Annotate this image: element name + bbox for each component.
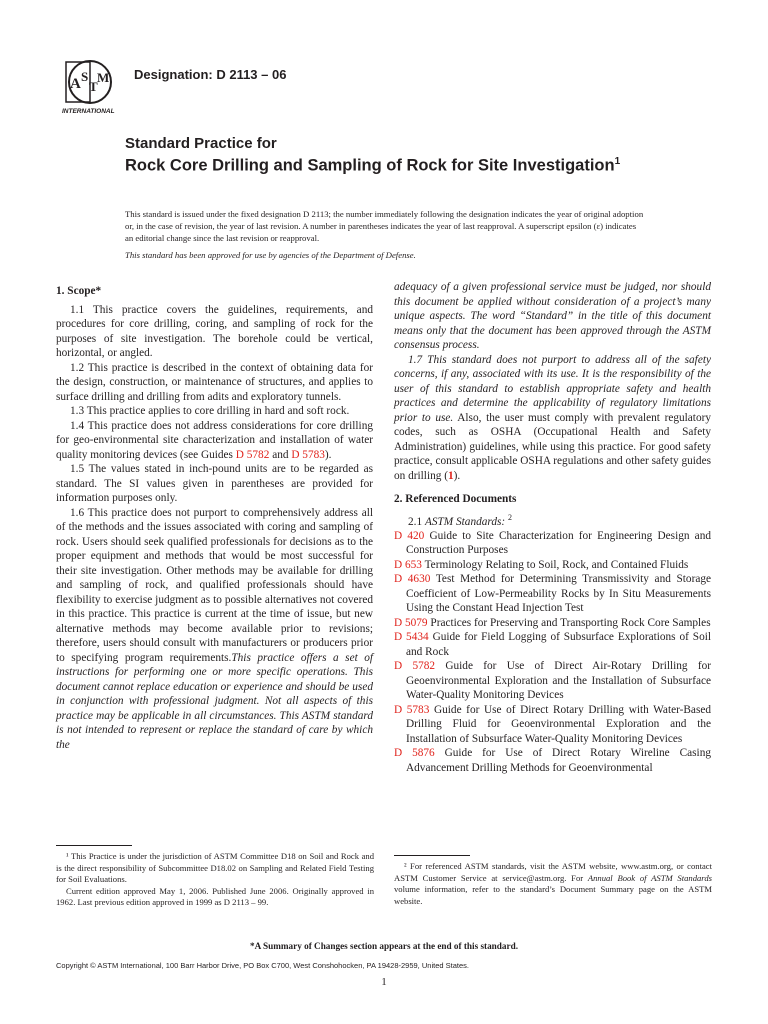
para-1-3: 1.3 This practice applies to core drilling in hard and soft rock. <box>70 405 350 417</box>
reference-code-link[interactable]: D 653 <box>394 558 422 571</box>
link-d5783[interactable]: D 5783 <box>291 448 325 461</box>
reference-title: Guide for Use of Direct Rotary Wireline Casing Advancement Drilling Methods for Geoenvironmental <box>406 747 711 774</box>
summary-of-changes-note: *A Summary of Changes section appears at the end of this standard. <box>250 941 518 951</box>
reference-code-link[interactable]: D 5079 <box>394 616 428 629</box>
reference-code-link[interactable]: D 4630 <box>394 573 431 586</box>
reference-code-link[interactable]: D 5783 <box>394 703 430 716</box>
reference-item <box>394 659 711 703</box>
reference-item <box>394 746 711 775</box>
title-prefix: Standard Practice for <box>125 135 277 152</box>
dod-approval-note: This standard has been approved for use by agencies of the Department of Defense. <box>125 250 416 260</box>
reference-item <box>394 558 711 573</box>
reference-title: Terminology Relating to Soil, Rock, and Contained Fluids <box>424 558 689 571</box>
reference-code-link[interactable]: D 420 <box>394 529 425 542</box>
footnote-1-edition: Current edition approved May 1, 2006. Published June 2006. Originally approved in 1962. Last previous edition approved in 1999 as D 2113 – 99. <box>56 885 374 907</box>
reference-item <box>394 703 711 747</box>
reference-title: Guide for Use of Direct Rotary Drilling with Water-Based Drilling Fluid for Geoenvironmental Exploration and the Installation of Subsurface Water-Quality Monitoring Devices <box>406 703 712 745</box>
para-1-6: 1.6 This practice does not purport to comprehensively address all of the methods and the issues associated with coring and sampling of rock. Users should seek qualified professionals for decisions as to the proper equipment and methods that would be most successful for their site investigation. Other methods may be available for drilling and sampling of rock, and qualified professionals should have flexibility to exercise judgment as to possible alternatives not covered in this practice. This practice is current at the time of issue, but new alternative methods may become available prior to revisions; therefore, users should consult with manufacturers or producers prior to specifying program requirements.This practice offers a set of instructions for performing one or more specific operations. This document cannot replace education or experience and should be used in conjunction with professional judgment. Not all aspects of this practice may be applicable in all circumstances. This ASTM standard is not intended to represent or replace the standard of care by which the <box>56 506 373 751</box>
reference-title: Practices for Preserving and Transporting Rock Core Samples <box>430 616 711 629</box>
svg-text:T: T <box>89 79 98 94</box>
svg-text:S: S <box>81 69 89 84</box>
reference-title: Guide for Field Logging of Subsurface Explorations of Soil and Rock <box>406 631 711 658</box>
document-title <box>125 135 645 176</box>
title-main: Rock Core Drilling and Sampling of Rock for Site Investigation$^1$ <box>125 156 621 175</box>
astm-standards-subheading: 2.1 ASTM Standards: $^2$ <box>408 512 513 528</box>
reference-item <box>394 572 711 616</box>
footnote-right <box>394 861 712 907</box>
reference-item <box>394 616 711 631</box>
para-1-2: 1.2 This practice is described in the context of obtaining data for the design, construction, or maintenance of structures, and applies to surface drilling and drilling from adits and exploratory tunnels. <box>56 361 373 403</box>
designation: Designation: D 2113 – 06 <box>134 67 287 82</box>
reference-code-link[interactable]: D 5782 <box>394 660 436 673</box>
para-1-1: 1.1 This practice covers the guidelines, requirements, and procedures for core drilling, coring, and sampling of rock for the purposes of site investigation. The borehole could be vertical, horizontal, or angled. <box>56 303 373 359</box>
right-column <box>394 280 711 775</box>
footnote-1: ¹ This Practice is under the jurisdiction of ASTM Committee D18 on Soil and Rock and is the direct responsibility of Subcommittee D18.02 on Sampling and Related Field Testing for Soil Evaluations. <box>56 851 374 884</box>
reference-title: Test Method for Determining Transmissivity and Storage Coefficient of Low-Permeability Rocks by In Situ Measurements Using the Constant Head Injection Test <box>406 573 712 615</box>
svg-text:M: M <box>97 70 110 85</box>
svg-text:A: A <box>70 76 81 92</box>
link-d5782[interactable]: D 5782 <box>235 448 270 461</box>
reference-item <box>394 630 711 659</box>
svg-text:INTERNATIONAL: INTERNATIONAL <box>62 108 115 115</box>
page-number: 1 <box>381 976 387 988</box>
scope-heading: 1. Scope* <box>56 285 102 297</box>
issuance-notice: This standard is issued under the fixed designation D 2113; the number immediately following the designation indicates the year of original adoption or, in the case of revision, the year of last revision. A number in parentheses indicates the year of last reapproval. A superscript epsilon (ε) indicates an editorial change since the last revision or reapproval. <box>125 209 644 244</box>
para-1-6-continued: adequacy of a given professional service must be judged, nor should this document be applied without consideration of a project’s many unique aspects. The word “Standard” in the title of this document means only that the document has been approved through the ASTM consensus process. <box>394 281 711 351</box>
copyright: Copyright © ASTM International, 100 Barr Harbor Drive, PO Box C700, West Conshohocken, PA 19428-2959, United States. <box>56 961 469 970</box>
reference-code-link[interactable]: D 5434 <box>394 631 429 644</box>
reference-title: Guide to Site Characterization for Engineering Design and Construction Purposes <box>406 529 711 557</box>
left-column <box>56 280 373 752</box>
para-1-5: 1.5 The values stated in inch-pound units are to be regarded as standard. The SI values given in parentheses are provided for information purposes only. <box>56 463 373 504</box>
para-1-4: 1.4 This practice does not address considerations for core drilling for geo-environmental site characterization and installation of water quality monitoring devices (see Guides D 5782 and D 5783). <box>56 419 373 461</box>
reference-title: Guide for Use of Direct Air-Rotary Drilling for Geoenvironmental Exploration and the Installation of Subsurface Water-Quality Monitoring Devices <box>406 660 712 702</box>
reference-item <box>394 529 711 558</box>
astm-logo <box>60 58 124 116</box>
reference-list <box>394 529 711 776</box>
footnote-left <box>56 851 374 909</box>
para-1-7: 1.7 This standard does not purport to address all of the safety concerns, if any, associated with its use. It is the responsibility of the user of this standard to establish appropriate safety and health practices and determine the applicability of regulatory limitations prior to use. Also, the user must comply with prevalent regulatory codes, such as OSHA (Occupational Health and Safety Administration) guidelines, while using this practice. For good safety practice, consult applicable OSHA regulations and other safety guides on drilling (1). <box>394 353 712 482</box>
reference-code-link[interactable]: D 5876 <box>394 747 435 760</box>
link-ref-1[interactable]: 1 <box>447 469 454 482</box>
footnote-2: ² For referenced ASTM standards, visit the ASTM website, www.astm.org, or contact ASTM Customer Service at service@astm.org. For Annual Book of ASTM Standards volume information, refer to the standard’s Document Summary page on the ASTM website. <box>394 861 712 906</box>
referenced-documents-heading: 2. Referenced Documents <box>394 493 517 505</box>
footnote-rule-right <box>394 855 470 856</box>
footnote-rule-left <box>56 845 132 846</box>
